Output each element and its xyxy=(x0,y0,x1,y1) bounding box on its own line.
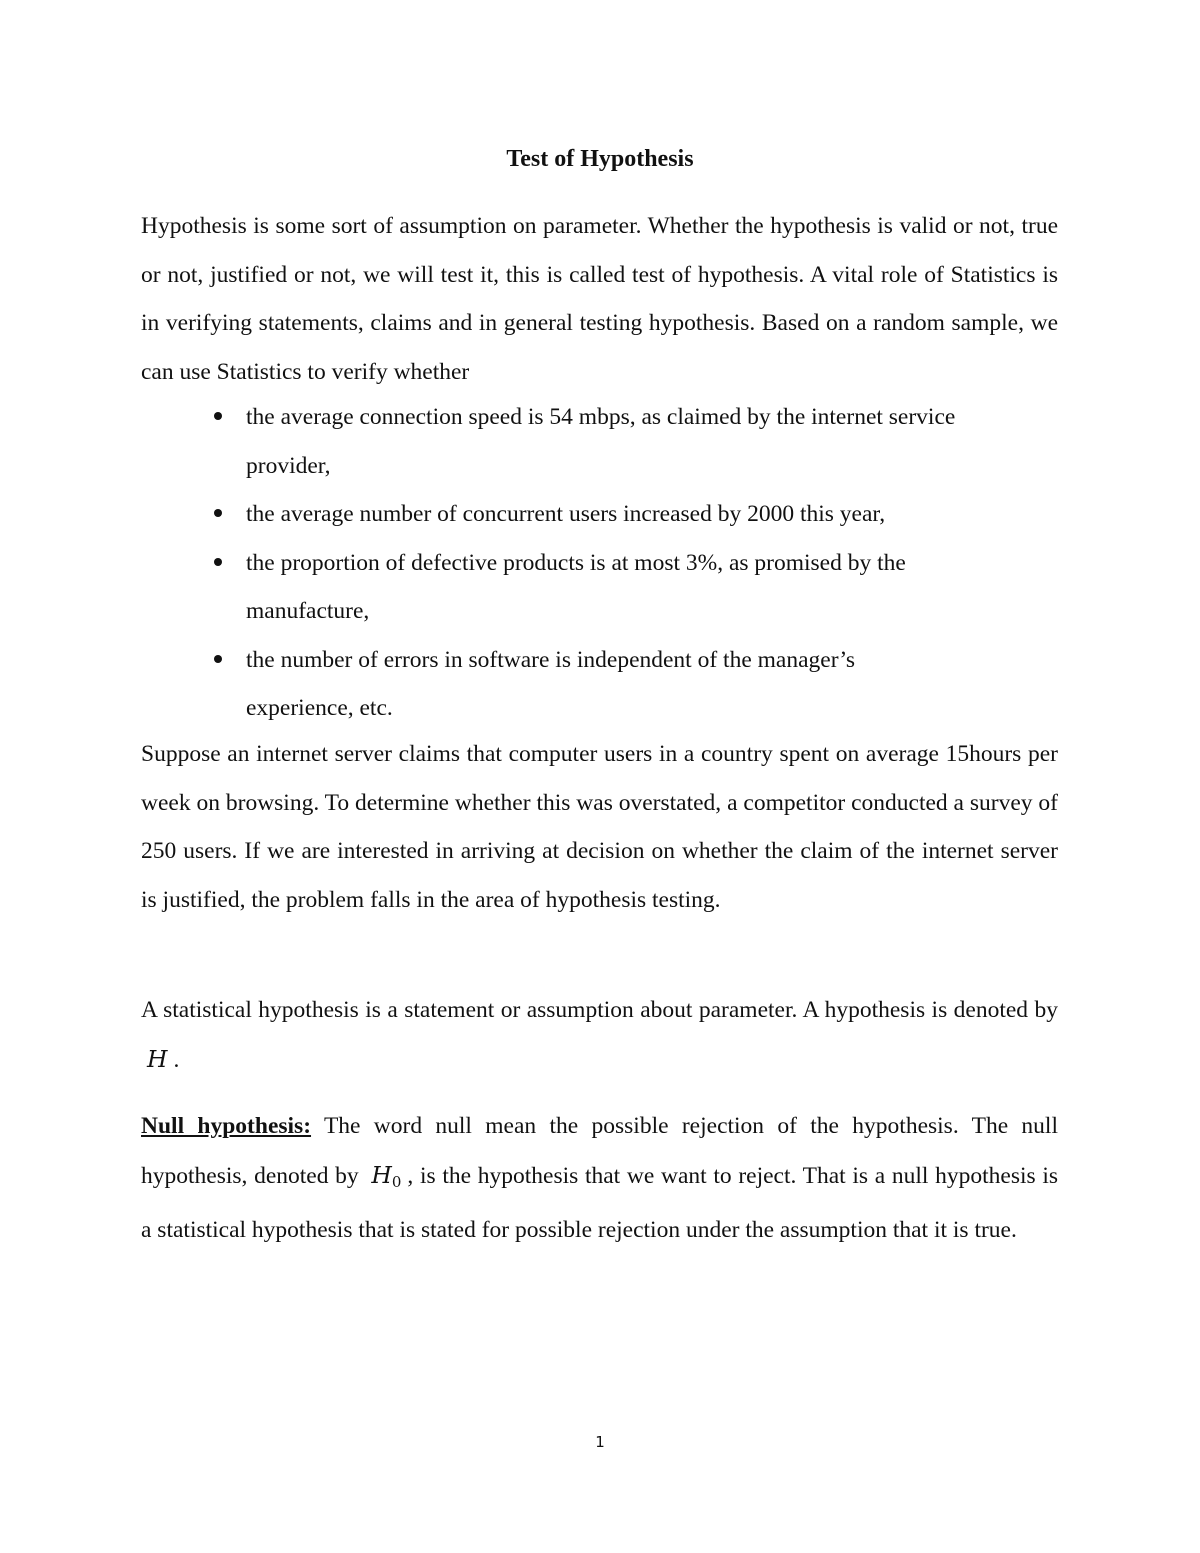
list-item xyxy=(141,539,966,636)
list-item xyxy=(141,636,966,733)
intro-paragraph: Hypothesis is some sort of assumption on parameter. Whether the hypothesis is valid or not, true or not, justified or not, we will test it, this is called test of hypothesis. A vital role of Statistics is in verifying statements, claims and in general testing hypothesis. Based on a random sample, we can use Statistics to verify whether xyxy=(141,213,1058,385)
example-paragraph: Suppose an internet server claims that computer users in a country spent on average 15hours per week on browsing. To determine whether this was overstated, a competitor conducted a survey of 250 users. If we are interested in arriving at decision on whether the claim of the internet server is justified, the problem falls in the area of hypothesis testing. xyxy=(141,741,1058,913)
list-item-text: the average number of concurrent users increased by 2000 this year, xyxy=(246,501,886,527)
list-item-text: the average connection speed is 54 mbps, as claimed by the internet service provider, xyxy=(246,404,956,479)
definition-paragraph xyxy=(141,986,1058,1084)
null-hypothesis-text-before: The word null mean the possible rejection of the hypothesis. The null hypothesis, denoted by xyxy=(141,1113,1058,1189)
list-item xyxy=(141,393,966,490)
definition-end: . xyxy=(173,1046,180,1073)
claims-bullet-list xyxy=(141,393,1058,733)
bullet-icon xyxy=(214,655,222,663)
page-title: Test of Hypothesis xyxy=(506,146,694,172)
null-hypothesis-text-after: , is the hypothesis that we want to reject. That is a null hypothesis is a statistical hypothesis that is stated for possible rejection under the assumption that it is true. xyxy=(141,1162,1059,1243)
hypothesis-symbol: H xyxy=(147,1044,168,1073)
page-number: 1 xyxy=(595,1433,605,1451)
null-hypothesis-symbol xyxy=(365,1161,407,1189)
null-hypothesis-paragraph xyxy=(141,1102,1058,1255)
bullet-icon xyxy=(214,509,222,517)
list-item xyxy=(141,490,966,539)
list-item-text: the number of errors in software is independent of the manager’s experience, etc. xyxy=(246,646,856,721)
bullet-icon xyxy=(214,558,222,566)
null-symbol-subscript: 0 xyxy=(391,1172,402,1191)
bullet-icon xyxy=(214,412,222,420)
list-item-text: the proportion of defective products is at most 3%, as promised by the manufacture, xyxy=(246,549,906,624)
definition-text: A statistical hypothesis is a statement or assumption about parameter. A hypothesis is denoted by xyxy=(141,997,1058,1023)
null-symbol-letter: H xyxy=(371,1160,392,1189)
null-hypothesis-heading: Null hypothesis: xyxy=(141,1113,312,1139)
